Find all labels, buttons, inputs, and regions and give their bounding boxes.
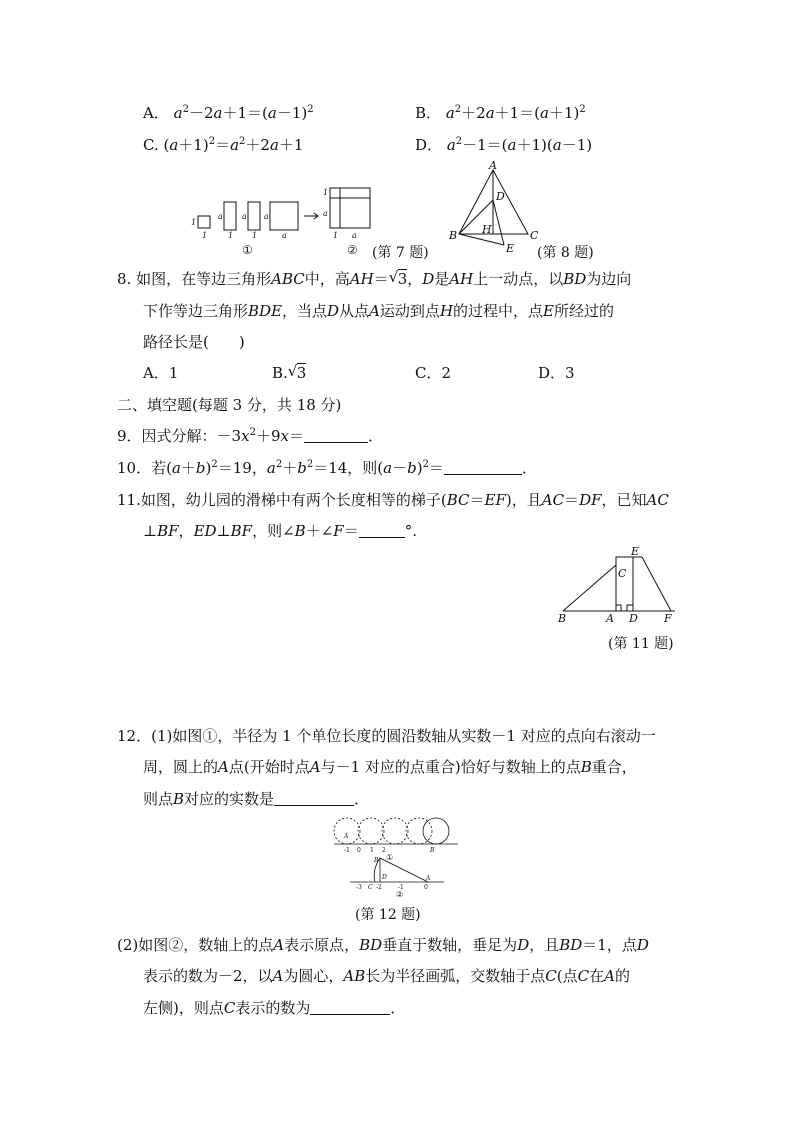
svg-text:②: ② [396,890,404,899]
q8-line-2: 下作等边三角形BDE，当点D从点A运动到点H的过程中，点E所经过的 [143,302,615,320]
svg-text:a: a [282,231,287,240]
q9: 9．因式分解：$-3x^2+9x=$ ． [117,427,383,445]
q11-figure [555,545,685,625]
q8-figure [446,159,546,255]
svg-text:E: E [506,242,515,255]
q7-option-c: C. $(a+1)^2=a^2+2a+1$ [143,136,304,154]
svg-text:E: E [631,545,640,558]
svg-text:a: a [352,231,357,240]
q7-option-b: B． $a^2+2a+1=(a+1)^2$ [415,104,586,122]
q8-option-c: C．2 [415,364,452,382]
svg-text:②: ② [347,243,358,257]
svg-text:-3: -3 [356,884,362,891]
q12-figure [332,812,462,897]
svg-text:B: B [430,847,435,854]
svg-text:H: H [482,223,492,236]
svg-text:B: B [558,612,567,625]
section-heading: 二、填空题(每题 3 分，共 18 分) [117,396,342,414]
q11-line-1: 11.如图，幼儿园的滑梯中有两个长度相等的梯子(BC＝EF)，且AC＝DF，已知AC [117,491,669,509]
svg-text:A: A [606,612,614,625]
svg-text:-1: -1 [344,847,350,854]
svg-text:0: 0 [424,884,428,891]
svg-text:a: a [323,209,328,218]
q8-caption: (第 8 题) [537,245,594,261]
svg-text:1: 1 [191,218,197,227]
svg-text:1: 1 [252,231,258,240]
q8-option-b: B.√ 3 [272,364,306,382]
svg-text:-1: -1 [398,884,404,891]
q11-line-2: ⊥BF，ED⊥BF，则∠B＋∠F＝ °. [143,522,417,540]
svg-text:1: 1 [333,231,339,240]
svg-text:C: C [618,567,627,580]
svg-text:C: C [368,884,373,891]
svg-text:B: B [449,229,458,242]
q12-line-1: 12．(1)如图①，半径为 1 个单位长度的圆沿数轴从实数－1 对应的点向右滚动一 [117,727,656,745]
q10: 10．若$(a+b)^2=19$，$a^2+b^2=14$，则$(a-b)^2=$ ． [117,459,537,477]
svg-text:D: D [382,874,387,881]
svg-text:①: ① [386,853,394,862]
q12-part2-line-2: 表示的数为－2，以A为圆心，AB长为半径画弧，交数轴于点C(点C在A的 [143,967,630,985]
svg-text:-2: -2 [376,884,382,891]
q7-caption: (第 7 题) [372,245,429,261]
svg-text:a: a [264,212,269,221]
svg-text:0: 0 [357,847,361,854]
q11-caption: (第 11 题) [608,636,674,652]
q8-option-a: A．1 [143,364,179,382]
q8-line-1: 8. 如图，在等边三角形ABC中，高AH＝√ 3，D是AH上一动点，以BD为边向 [117,270,631,288]
svg-text:1: 1 [370,847,374,854]
svg-text:D: D [629,612,638,625]
svg-text:B: B [374,857,379,864]
q7-option-d: D． $a^2-1=(a+1)(a-1)$ [415,136,593,154]
svg-text:C: C [530,229,539,242]
svg-text:A: A [426,875,431,882]
q8-option-d: D．3 [538,364,575,382]
svg-text:A: A [344,833,349,840]
q12-part2-line-1: (2)如图②，数轴上的点A表示原点，BD垂直于数轴，垂足为D，且BD＝1，点D [117,936,649,954]
q12-line-2: 周，圆上的A点(开始时点A与－1 对应的点重合)恰好与数轴上的点B重合， [143,758,637,776]
svg-text:1: 1 [228,231,234,240]
q7-figure [188,186,388,261]
svg-text:2: 2 [382,847,386,854]
svg-text:a: a [242,212,247,221]
svg-text:a: a [218,212,223,221]
q8-line-3: 路径长是( ) [143,333,245,351]
svg-text:1: 1 [323,188,329,197]
q12-line-3: 则点B对应的实数是 ． [143,790,370,808]
svg-text:1: 1 [202,231,208,240]
q12-part2-line-3: 左侧)，则点C表示的数为 ． [143,999,406,1017]
svg-text:A: A [489,159,497,172]
q12-caption: (第 12 题) [355,907,421,923]
q7-option-a: A． $a^2-2a+1=(a-1)^2$ [143,104,314,122]
svg-text:①: ① [242,243,253,257]
svg-text:F: F [664,612,672,625]
svg-text:D: D [496,190,505,203]
